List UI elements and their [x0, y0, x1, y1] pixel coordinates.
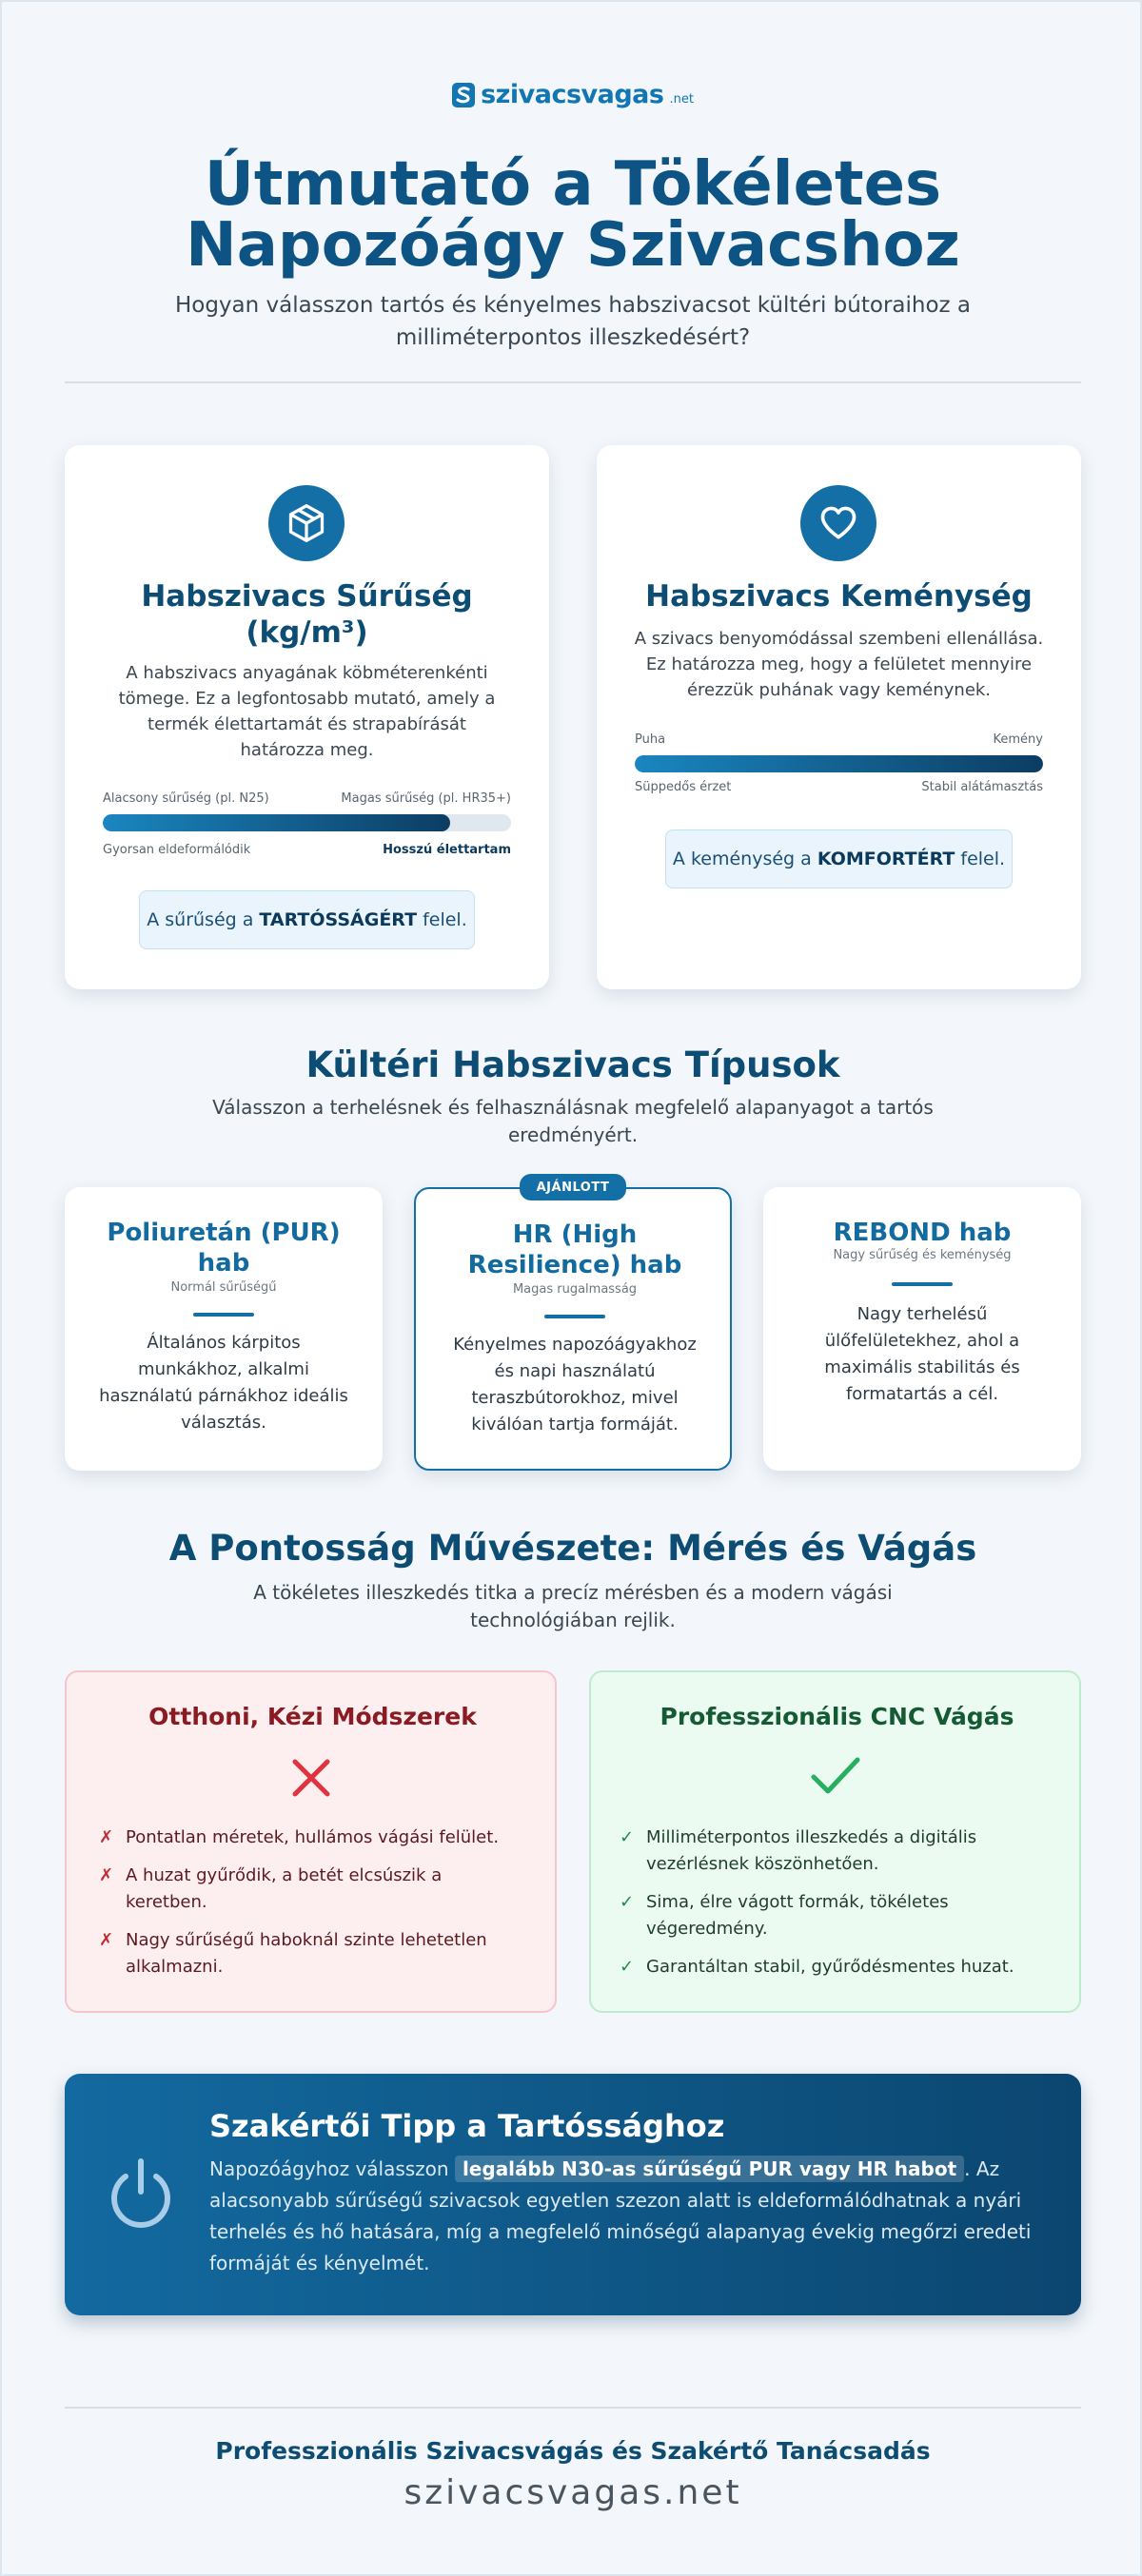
density-callout-prefix: A sűrűség a [147, 909, 260, 930]
types-subtitle: Válasszon a terhelésnek és felhasználásnak megfelelő alapanyagot a tartós eredményért. [212, 1096, 934, 1146]
type-name: Poliuretán (PUR) hab [107, 1219, 341, 1278]
type-card-rebond[interactable] [763, 1187, 1081, 1471]
list-item-text: Garantáltan stabil, gyűrődésmentes huzat. [646, 1957, 1014, 1977]
density-callout [139, 890, 475, 949]
type-divider [892, 1282, 953, 1286]
type-meta: Magas rugalmasság [512, 1282, 638, 1297]
list-item-text: Sima, élre vágott formák, tökéletes végeredmény. [646, 1892, 949, 1939]
manual-methods-card [65, 1670, 557, 2013]
logo-name: szivacsvagas [481, 80, 664, 109]
expert-tip-banner [65, 2074, 1081, 2315]
cross-mark-icon: ✗ [99, 1827, 114, 1847]
type-divider [544, 1315, 605, 1318]
tip-text-after: . Az alacsonyabb sűrűségű szivacsok egyetlen szezon alatt is eldeformálódhatnak a nyári terhelés és hő hatására, míg a megfelelő minőségű alapanyag évekig megőrzi eredeti formáját és kényelmét. [209, 2157, 1032, 2274]
list-item-text: Pontatlan méretek, hullámos vágási felület. [126, 1827, 500, 1847]
type-card-hr[interactable] [414, 1180, 732, 1471]
cube-icon [268, 485, 345, 561]
type-divider [193, 1313, 254, 1317]
logo-tld: .net [669, 92, 694, 107]
page-subtitle: Hogyan válasszon tartós és kényelmes habszivacsot kültéri bútoraihoz a milliméterpontos illeszkedésért? [174, 293, 972, 350]
firmness-scale-low: Puha [635, 732, 666, 747]
divider [65, 381, 1081, 383]
firmness-description: A szivacs benyomódással szembeni ellenállása. Ez határozza meg, hogy a felületet mennyire érezzük puhának vagy keménynek. [634, 629, 1044, 700]
footer-title: Professzionális Szivacsvágás és Szakértő Tanácsadás [215, 2437, 931, 2465]
type-meta: Nagy sűrűség és keménység [833, 1248, 1012, 1262]
tip-text [209, 2154, 1047, 2279]
check-icon [810, 1754, 861, 1798]
manual-list [99, 1825, 527, 1992]
list-item-text: Milliméterpontos illeszkedés a digitális vezérlésnek köszönhetően. [646, 1827, 977, 1874]
density-callout-suffix: felel. [417, 909, 467, 930]
firmness-outcome-low: Süppedős érzet [635, 780, 732, 794]
check-mark-icon: ✓ [620, 1892, 635, 1912]
tip-title: Szakértői Tipp a Tartóssághoz [209, 2108, 725, 2144]
firmness-bar [635, 755, 1043, 772]
density-outcome-high: Hosszú élettartam [383, 843, 511, 857]
density-card [65, 445, 549, 989]
firmness-bar-fill [635, 755, 1043, 772]
list-item [620, 1825, 1057, 1878]
firmness-card [597, 445, 1081, 989]
logo[interactable] [2, 80, 1142, 109]
cnc-cutting-card [589, 1670, 1081, 2013]
cross-mark-icon: ✗ [99, 1930, 114, 1950]
type-meta: Normál sűrűségű [170, 1280, 277, 1295]
type-body: Általános kárpitos munkákhoz, alkalmi használatú párnákhoz ideális választás. [99, 1333, 348, 1433]
type-name: HR (High Resilience) hab [467, 1220, 682, 1279]
type-name: REBOND hab [833, 1219, 1012, 1247]
firmness-outcome-high: Stabil alátámasztás [921, 780, 1043, 794]
firmness-callout-prefix: A keménység a [672, 849, 817, 869]
precision-title: A Pontosság Művészete: Mérés és Vágás [168, 1528, 977, 1569]
check-mark-icon: ✓ [620, 1827, 635, 1847]
density-scale-high: Magas sűrűség (pl. HR35+) [341, 791, 511, 806]
heart-icon [800, 485, 876, 561]
firmness-callout-suffix: felel. [955, 849, 1006, 869]
tip-text-before: Napozóágyhoz válasszon [209, 2157, 455, 2180]
list-item [99, 1863, 527, 1916]
firmness-callout [665, 829, 1013, 888]
density-callout-bold: TARTÓSSÁGÉRT [259, 909, 418, 930]
tip-highlight: legalább N30-as sűrűségű PUR vagy HR habot [455, 2156, 964, 2182]
list-item-text: A huzat gyűrődik, a betét elcsúszik a keretben. [126, 1865, 443, 1912]
density-outcome-low: Gyorsan eldeformálódik [103, 843, 251, 857]
manual-title: Otthoni, Kézi Módszerek [148, 1703, 477, 1730]
density-description: A habszivacs anyagának köbméterenkénti tömege. Ez a legfontosabb mutató, amely a termék élettartamát és strapabírását határozza meg. [118, 663, 496, 760]
footer-site-link[interactable]: szivacsvagas.net [404, 2473, 742, 2512]
logo-icon [452, 83, 475, 107]
page-title: Útmutató a Tökéletes Napozóágy Szivacshoz [186, 149, 960, 281]
list-item [620, 1954, 1057, 1981]
type-body: Nagy terhelésű ülőfelületekhez, ahol a maximális stabilitás és formatartás a cél. [824, 1304, 1020, 1404]
density-bar [103, 814, 511, 831]
check-mark-icon: ✓ [620, 1957, 635, 1977]
cnc-title: Professzionális CNC Vágás [660, 1703, 1014, 1730]
power-icon [107, 2156, 175, 2232]
firmness-scale-high: Kemény [993, 732, 1043, 747]
firmness-callout-bold: KOMFORTÉRT [817, 849, 955, 869]
list-item [99, 1825, 527, 1851]
type-card-pur[interactable] [65, 1187, 383, 1471]
density-scale-low: Alacsony sűrűség (pl. N25) [103, 791, 269, 806]
density-bar-fill [103, 814, 450, 831]
firmness-title: Habszivacs Keménység [645, 579, 1033, 614]
cross-mark-icon: ✗ [99, 1865, 114, 1885]
precision-subtitle: A tökéletes illeszkedés titka a precíz mérésben és a modern vágási technológiában rejlik. [253, 1581, 893, 1631]
list-item [620, 1889, 1057, 1942]
list-item-text: Nagy sűrűségű haboknál szinte lehetetlen alkalmazni. [126, 1930, 487, 1977]
density-title: Habszivacs Sűrűség (kg/m³) [141, 579, 473, 650]
cross-icon [289, 1756, 333, 1800]
footer-divider [65, 2407, 1081, 2409]
recommended-badge: AJÁNLOTT [520, 1174, 626, 1200]
cnc-list [620, 1825, 1057, 1992]
types-title: Kültéri Habszivacs Típusok [305, 1044, 840, 1085]
list-item [99, 1927, 527, 1981]
type-body: Kényelmes napozóágyakhoz és napi használatú teraszbútorokhoz, mivel kiválóan tartja formáját. [453, 1335, 697, 1434]
